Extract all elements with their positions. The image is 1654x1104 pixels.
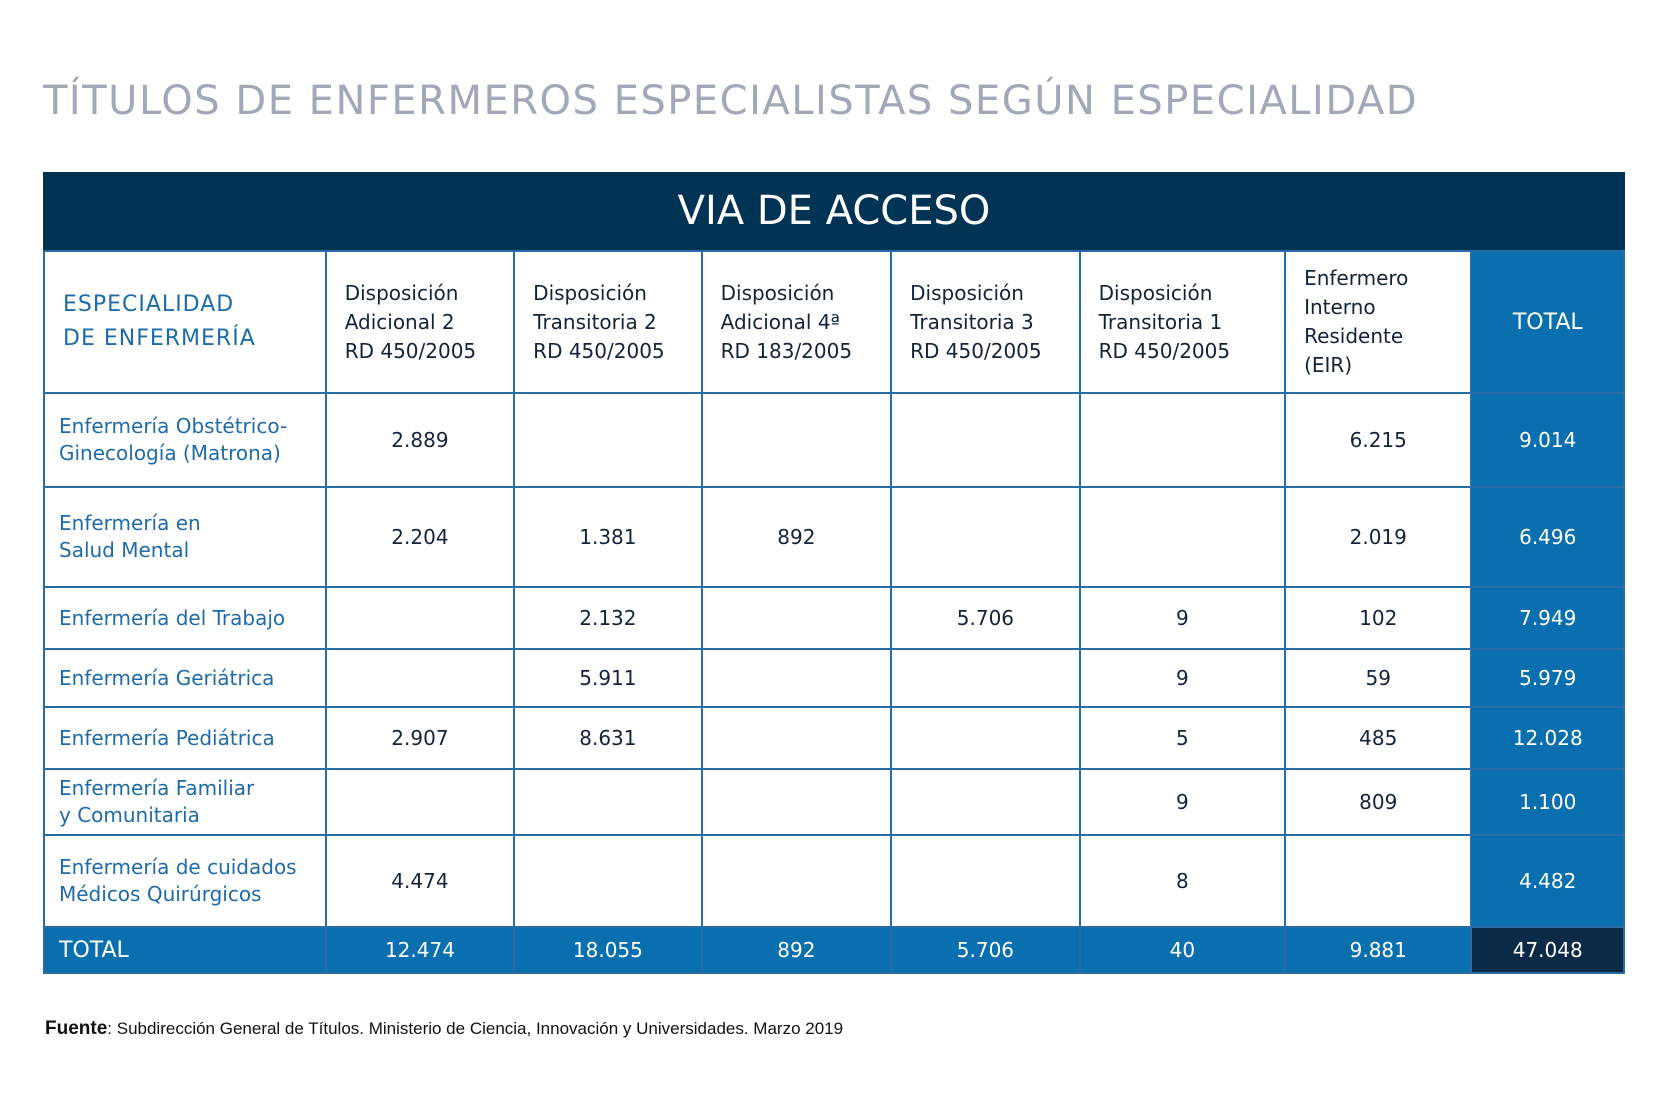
column-total-cell: 5.706 [891, 927, 1079, 973]
value-cell [326, 649, 514, 707]
header-col-line: RD 183/2005 [720, 338, 853, 363]
header-especialidad [44, 251, 326, 393]
header-col-5 [1080, 251, 1285, 393]
header-col-line: Disposición [910, 280, 1024, 305]
column-total-cell: 12.474 [326, 927, 514, 973]
value-cell: 809 [1285, 769, 1471, 835]
row-total-cell: 1.100 [1471, 769, 1624, 835]
row-label-line: Médicos Quirúrgicos [59, 882, 262, 906]
row-label [44, 649, 326, 707]
table-row [44, 393, 1624, 487]
value-cell [891, 769, 1079, 835]
grand-total-cell: 47.048 [1471, 927, 1624, 973]
row-label-line: Enfermería Familiar [59, 776, 255, 800]
value-cell: 6.215 [1285, 393, 1471, 487]
row-label-line: y Comunitaria [59, 803, 200, 827]
header-col-line: Adicional 2 [344, 309, 455, 334]
header-col-line: TOTAL [1512, 309, 1583, 335]
header-col-6 [1285, 251, 1471, 393]
column-total-cell: 892 [702, 927, 892, 973]
header-col-line: Transitoria 3 [910, 309, 1034, 334]
row-label-line: Enfermería en [59, 511, 201, 535]
header-col-line: Disposición [720, 280, 835, 305]
row-total-cell: 5.979 [1471, 649, 1624, 707]
row-label-line: Enfermería del Trabajo [59, 605, 286, 630]
value-cell: 4.474 [326, 835, 514, 927]
value-cell [891, 835, 1079, 927]
value-cell: 9 [1080, 587, 1285, 649]
header-col-line: RD 450/2005 [910, 338, 1042, 363]
value-cell [702, 393, 892, 487]
value-cell [891, 487, 1079, 587]
source-label: Fuente [45, 1018, 108, 1039]
value-cell: 5.706 [891, 587, 1079, 649]
row-total-cell: 7.949 [1471, 587, 1624, 649]
row-label-line: Enfermería Obstétrico- [59, 414, 288, 438]
column-total-cell: 40 [1080, 927, 1285, 973]
row-label [44, 587, 326, 649]
data-table [43, 250, 1625, 974]
header-especialidad-line: DE ENFERMERÍA [63, 326, 256, 351]
value-cell [1285, 835, 1471, 927]
value-cell [1080, 487, 1285, 587]
header-col-2 [514, 251, 701, 393]
table-row [44, 487, 1624, 587]
value-cell [702, 769, 892, 835]
value-cell [702, 707, 892, 769]
value-cell: 1.381 [514, 487, 701, 587]
column-total-cell: 18.055 [514, 927, 701, 973]
data-table-container [43, 172, 1625, 974]
header-col-3 [702, 251, 892, 393]
header-col-line: Residente [1304, 324, 1404, 348]
value-cell [326, 769, 514, 835]
header-row [44, 251, 1624, 393]
table-row [44, 649, 1624, 707]
header-col-1 [326, 251, 514, 393]
value-cell [514, 769, 701, 835]
value-cell: 2.132 [514, 587, 701, 649]
value-cell [514, 835, 701, 927]
header-col-line: RD 450/2005 [1098, 338, 1231, 363]
value-cell: 59 [1285, 649, 1471, 707]
header-col-line: Disposición [533, 280, 647, 305]
value-cell: 485 [1285, 707, 1471, 769]
value-cell [891, 707, 1079, 769]
header-col-4 [891, 251, 1079, 393]
row-total-cell: 4.482 [1471, 835, 1624, 927]
header-col-line: (EIR) [1304, 353, 1353, 377]
value-cell: 8 [1080, 835, 1285, 927]
row-label-line: Ginecología (Matrona) [59, 441, 281, 465]
source-note [45, 1018, 843, 1040]
value-cell [702, 649, 892, 707]
header-col-line: RD 450/2005 [533, 338, 665, 363]
row-label [44, 769, 326, 835]
row-label [44, 393, 326, 487]
value-cell: 2.019 [1285, 487, 1471, 587]
header-col-line: Disposición [344, 280, 459, 305]
header-col-line: Disposición [1098, 280, 1213, 305]
value-cell: 8.631 [514, 707, 701, 769]
value-cell [1080, 393, 1285, 487]
value-cell: 2.889 [326, 393, 514, 487]
value-cell [891, 649, 1079, 707]
header-col-line: Interno [1304, 295, 1376, 319]
header-col-line: Enfermero [1304, 266, 1409, 290]
value-cell: 5.911 [514, 649, 701, 707]
value-cell [702, 587, 892, 649]
value-cell [891, 393, 1079, 487]
value-cell [514, 393, 701, 487]
value-cell: 9 [1080, 649, 1285, 707]
table-row [44, 769, 1624, 835]
row-label-line: Salud Mental [59, 538, 190, 562]
row-label [44, 487, 326, 587]
row-total-cell: 12.028 [1471, 707, 1624, 769]
value-cell: 892 [702, 487, 892, 587]
value-cell: 5 [1080, 707, 1285, 769]
row-label-line: Enfermería Pediátrica [59, 725, 275, 750]
value-cell: 2.907 [326, 707, 514, 769]
table-row [44, 707, 1624, 769]
header-especialidad-line: ESPECIALIDAD [63, 292, 235, 317]
row-label-line: Enfermería Geriátrica [59, 665, 275, 690]
row-label [44, 835, 326, 927]
via-de-acceso-banner: VIA DE ACCESO [43, 172, 1625, 250]
header-col-line: Transitoria 1 [1098, 309, 1223, 334]
row-label [44, 707, 326, 769]
table-row [44, 835, 1624, 927]
header-col-line: RD 450/2005 [344, 338, 477, 363]
total-row-label: TOTAL [44, 927, 326, 973]
source-text: : Subdirección General de Títulos. Ministerio de Ciencia, Innovación y Universidades. Marzo 2019 [107, 1019, 844, 1038]
total-row [44, 927, 1624, 973]
value-cell: 102 [1285, 587, 1471, 649]
row-total-cell: 9.014 [1471, 393, 1624, 487]
row-total-cell: 6.496 [1471, 487, 1624, 587]
value-cell [702, 835, 892, 927]
header-col-line: Transitoria 2 [533, 309, 657, 334]
value-cell: 9 [1080, 769, 1285, 835]
page-title: TÍTULOS DE ENFERMEROS ESPECIALISTAS SEGÚN ESPECIALIDAD [43, 78, 1419, 124]
header-total [1471, 251, 1624, 393]
header-col-line: Adicional 4ª [720, 309, 840, 334]
table-row [44, 587, 1624, 649]
row-label-line: Enfermería de cuidados [59, 855, 297, 879]
column-total-cell: 9.881 [1285, 927, 1471, 973]
value-cell: 2.204 [326, 487, 514, 587]
value-cell [326, 587, 514, 649]
